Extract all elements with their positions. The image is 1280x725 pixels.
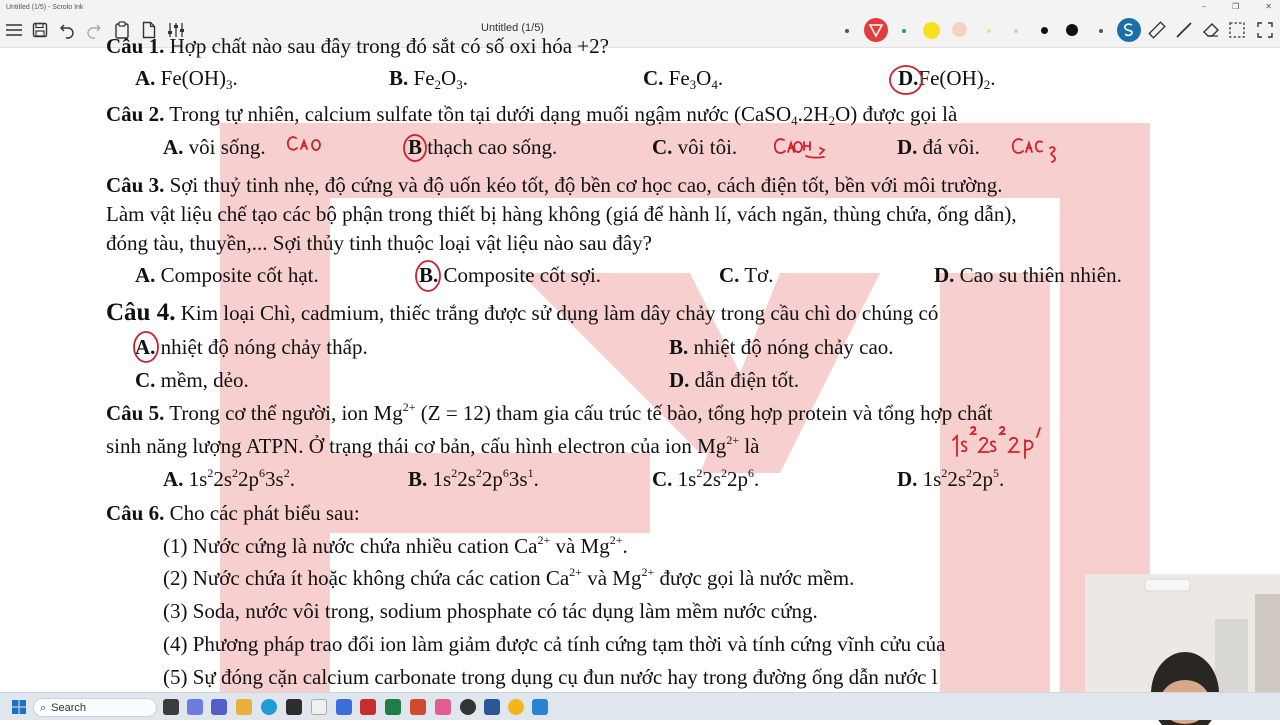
q4-option-a[interactable]: A. nhiệt độ nóng chảy thấp.	[135, 335, 368, 359]
taskbar-search[interactable]	[33, 698, 157, 717]
small-dot-2-icon[interactable]	[1099, 29, 1103, 33]
q3-option-a[interactable]: A. Composite cốt hạt.	[135, 263, 319, 287]
file-explorer-icon[interactable]	[236, 699, 252, 715]
chrome-icon[interactable]	[508, 699, 524, 715]
q6-statement-1: (1) Nước cứng là nước chứa nhiều cation $Ca^{2+}$ và $Mg^{2+}$.	[163, 533, 628, 558]
question-5-line-1: Câu 5. Trong cơ thể người, ion $Mg^{2+}$ (Z = 12) tham gia cấu trúc tế bào, tổng hợp protein và tổng hợp chất	[106, 400, 993, 425]
q1-option-b[interactable]: B. $Fe_2O_3$.	[389, 66, 468, 92]
eraser-icon[interactable]	[1199, 18, 1223, 42]
task-view-icon[interactable]	[163, 699, 179, 715]
store-icon[interactable]	[286, 699, 302, 715]
excel-icon[interactable]	[385, 699, 401, 715]
question-6: Câu 6. Cho các phát biểu sau:	[106, 501, 360, 525]
q2-option-c[interactable]: C. vôi tôi.	[652, 135, 738, 159]
search-icon: ⌕	[40, 700, 47, 714]
q1-option-a[interactable]: A. $Fe(OH)_3$.	[135, 66, 238, 92]
lasso-select-icon[interactable]	[1117, 18, 1141, 42]
teams-icon[interactable]	[211, 699, 227, 715]
restore-icon[interactable]: ❐	[1232, 2, 1240, 11]
edge-icon[interactable]	[261, 699, 277, 715]
question-2: Câu 2. Trong tự nhiên, calcium sulfate tồn tại dưới dạng muối ngậm nước $(CaSO_4.2H_2O)$ được gọi là	[106, 102, 958, 128]
windows-start-icon[interactable]	[7, 695, 31, 719]
q3-answer-circle	[416, 261, 440, 291]
small-dot-icon[interactable]	[845, 29, 849, 33]
app-icon-1[interactable]	[311, 699, 327, 715]
q2-option-b[interactable]: B thạch cao sống.	[408, 135, 558, 159]
question-4: Câu 4. Kim loại Chì, cadmium, thiếc trắng được sử dụng làm dây chảy trong cầu chì do chúng có	[106, 299, 939, 326]
q4-option-c[interactable]: C. mềm, dẻo.	[135, 368, 249, 392]
q5-option-b[interactable]: B. $1s^22s^22p^63s^1$.	[408, 466, 539, 491]
q5-option-c[interactable]: C. $1s^22s^22p^6$.	[652, 466, 760, 491]
minimize-icon[interactable]: –	[1202, 2, 1207, 11]
search-placeholder: Search	[51, 701, 87, 714]
q2-answer-circle	[404, 135, 426, 161]
q6-statement-4: (4) Phương pháp trao đổi ion làm giảm được cả tính cứng tạm thời và tính cứng vĩnh cửu của	[163, 632, 946, 656]
q3-option-d[interactable]: D. Cao su thiên nhiên.	[934, 263, 1122, 287]
undo-icon[interactable]	[55, 18, 79, 42]
q5-option-a[interactable]: A. $1s^22s^22p^63s^2$.	[163, 466, 295, 491]
copilot-icon[interactable]	[187, 699, 203, 715]
q6-statement-3: (3) Soda, nước vôi trong, sodium phosphate có tác dụng làm mềm nước cứng.	[163, 599, 818, 623]
q1-option-c[interactable]: C. $Fe_3O_4$.	[643, 66, 724, 92]
pdf-app-icon[interactable]	[360, 699, 376, 715]
q1-answer-circle	[890, 66, 922, 94]
black-large-dot-icon[interactable]	[1066, 24, 1078, 36]
document-title: Untitled (1/5)	[481, 22, 544, 34]
word-icon[interactable]	[484, 699, 500, 715]
q1-option-d[interactable]: $D.Fe(OH)_2$.	[898, 66, 996, 92]
question-5-line-2: sinh năng lượng ATPN. Ở trạng thái cơ bản, cấu hình electron của ion $Mg^{2+}$ là	[106, 433, 760, 458]
app-icon-3[interactable]	[435, 699, 451, 715]
q2-option-d[interactable]: D. đá vôi.	[897, 135, 980, 159]
window-controls	[1202, 2, 1272, 11]
taskbar	[0, 692, 1280, 720]
black-small-dot-icon[interactable]	[1041, 27, 1048, 34]
peach-highlighter-icon[interactable]	[952, 22, 967, 37]
app-icon-2[interactable]	[336, 699, 352, 715]
q2-option-a[interactable]: A. vôi sống.	[163, 135, 266, 159]
obs-icon[interactable]	[460, 699, 476, 715]
q6-statement-5: (5) Sự đóng cặn calcium carbonate trong dụng cụ đun nước hay trong đường ống dẫn nước l	[163, 665, 938, 689]
line-tool-icon[interactable]	[1172, 18, 1196, 42]
pale-pink-dot-icon[interactable]	[1014, 29, 1018, 33]
q6-statement-2: (2) Nước chứa ít hoặc không chứa các cation $Ca^{2+}$ và $Mg^{2+}$ được gọi là nước mềm.	[163, 565, 855, 590]
window-title-bar	[0, 0, 1280, 14]
q5-option-d[interactable]: D. $1s^22s^22p^5$.	[897, 466, 1005, 491]
save-icon[interactable]	[28, 18, 52, 42]
question-3-line-3: đóng tàu, thuyền,... Sợi thủy tinh thuộc loại vật liệu nào sau đây?	[106, 231, 652, 255]
pale-dot-icon[interactable]	[987, 29, 991, 33]
yellow-highlighter-icon[interactable]	[923, 22, 940, 39]
green-dot-icon[interactable]	[902, 29, 906, 33]
question-1: Câu 1. Hợp chất nào sau đây trong đó sắt có số oxi hóa +2?	[106, 34, 609, 58]
q3-option-c[interactable]: C. Tơ.	[719, 263, 774, 287]
question-3-line-2: Làm vật liệu chế tạo các bộ phận trong thiết bị hàng không (giá để hành lí, vách ngăn, thùng chứa, ống dẫn),	[106, 202, 1017, 226]
redo-icon[interactable]	[82, 18, 106, 42]
fullscreen-icon[interactable]	[1253, 18, 1277, 42]
q3-option-b[interactable]: B. Composite cốt sợi.	[419, 263, 602, 287]
selection-box-icon[interactable]	[1225, 18, 1249, 42]
question-3-line-1: Câu 3. Sợi thuỷ tinh nhẹ, độ cứng và độ uốn kéo tốt, độ bền cơ học cao, cách điện tốt, bền với môi trường.	[106, 173, 1003, 197]
window-title: Untitled (1/5) - Scrolo Ink	[6, 3, 84, 11]
scrolo-ink-icon[interactable]	[532, 699, 548, 715]
close-window-icon[interactable]: ✕	[1265, 2, 1272, 11]
powerpoint-icon[interactable]	[410, 699, 426, 715]
hamburger-icon[interactable]	[2, 18, 26, 42]
ruler-icon[interactable]	[1145, 18, 1169, 42]
q4-option-b[interactable]: B. nhiệt độ nóng chảy cao.	[669, 335, 894, 359]
pen-red-icon[interactable]	[863, 17, 889, 43]
q4-answer-circle	[134, 332, 158, 362]
q4-option-d[interactable]: D. dẫn điện tốt.	[669, 368, 800, 392]
